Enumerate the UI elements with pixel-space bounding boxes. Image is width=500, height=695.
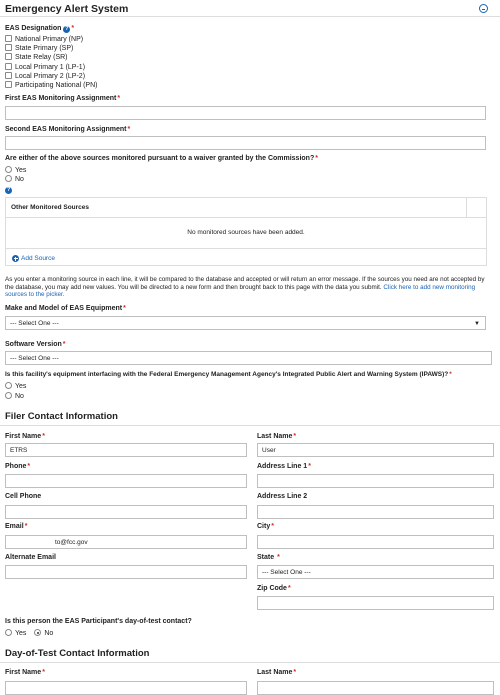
sources-header: Other Monitored Sources <box>11 204 90 211</box>
required-mark: * <box>293 433 297 440</box>
dot-first-name-input[interactable] <box>5 681 247 695</box>
address1-label <box>257 463 311 470</box>
checkbox-sr[interactable] <box>5 53 68 62</box>
first-assignment-input[interactable] <box>5 106 486 120</box>
first-name-input[interactable]: ETRS <box>5 443 247 457</box>
option-label: Local Primary 1 (LP-1) <box>15 64 86 71</box>
radio-icon[interactable] <box>5 629 12 636</box>
state-text: State <box>257 554 275 561</box>
state-select[interactable] <box>257 565 494 579</box>
dropdown-caret-icon: ▼ <box>474 321 480 327</box>
add-sources-link[interactable]: Click here to add new monitoring sources to the picker. <box>5 283 476 299</box>
phone-label <box>5 463 30 470</box>
day-contact-radios <box>5 629 53 637</box>
option-label: State Primary (SP) <box>15 45 74 52</box>
dot-last-name-label <box>257 669 296 676</box>
last-name-input[interactable]: User <box>257 443 494 457</box>
waiver-text: Are either of the above sources monitored pursuant to a waiver granted by the Commission? <box>5 155 315 162</box>
software-text: Software Version <box>5 341 62 348</box>
radio-icon[interactable] <box>5 175 12 182</box>
required-mark: * <box>127 126 131 133</box>
radio-label: Yes <box>15 167 27 174</box>
radio-icon[interactable] <box>5 382 12 389</box>
section-title: Emergency Alert System <box>5 3 129 15</box>
phone-input[interactable] <box>5 474 247 488</box>
required-mark: * <box>71 25 75 32</box>
dot-last-name-text: Last Name <box>257 669 293 676</box>
dot-first-name-text: First Name <box>5 669 42 676</box>
ipaws-label <box>5 371 452 378</box>
panel-divider <box>6 248 486 249</box>
alt-email-input[interactable] <box>5 565 247 579</box>
divider <box>0 16 500 17</box>
radio-label: No <box>15 176 24 183</box>
alt-email-label: Alternate Email <box>5 554 56 561</box>
required-mark: * <box>42 433 45 440</box>
option-label: National Primary (NP) <box>15 36 84 43</box>
city-text: City <box>257 523 271 530</box>
checkbox-icon[interactable] <box>5 63 12 70</box>
required-mark: * <box>24 523 28 530</box>
second-assignment-text: Second EAS Monitoring Assignment <box>5 126 127 133</box>
radio-icon[interactable] <box>5 166 12 173</box>
state-label <box>257 554 280 561</box>
option-label: Participating National (PN) <box>15 82 98 89</box>
cell-phone-input[interactable] <box>5 505 247 519</box>
state-value: --- Select One --- <box>262 569 311 576</box>
ipaws-yes-radio[interactable] <box>5 382 26 391</box>
waiver-label <box>5 155 318 162</box>
eas-designation-label <box>5 25 74 33</box>
minus-circle-icon[interactable] <box>479 4 488 13</box>
help-icon[interactable]: ? <box>65 26 69 32</box>
day-contact-yes-radio[interactable] <box>5 630 26 637</box>
sources-panel-header <box>6 198 486 218</box>
checkbox-sp[interactable] <box>5 44 73 53</box>
checkbox-icon[interactable] <box>5 35 12 42</box>
phone-text: Phone <box>5 463 27 470</box>
equipment-text: Make and Model of EAS Equipment <box>5 305 123 312</box>
required-mark: * <box>449 371 452 378</box>
day-contact-no-radio[interactable] <box>34 630 53 637</box>
checkbox-icon[interactable] <box>5 53 12 60</box>
zip-label <box>257 585 291 592</box>
column-divider <box>466 198 467 218</box>
required-mark: * <box>42 669 45 676</box>
first-assignment-text: First EAS Monitoring Assignment <box>5 95 117 102</box>
help-icon[interactable]: ? <box>6 187 11 193</box>
second-assignment-label <box>5 126 130 133</box>
software-select[interactable] <box>5 351 492 365</box>
equipment-value: --- Select One --- <box>10 320 59 327</box>
checkbox-np[interactable] <box>5 35 83 44</box>
equipment-label <box>5 305 126 312</box>
divider <box>0 662 500 663</box>
required-mark: * <box>123 305 126 312</box>
required-mark: * <box>117 95 121 102</box>
first-name-label <box>5 433 45 440</box>
required-mark: * <box>315 155 318 162</box>
zip-text: Zip Code <box>257 585 287 592</box>
address2-input[interactable] <box>257 505 494 519</box>
sources-panel <box>5 197 487 266</box>
ipaws-no-radio[interactable] <box>5 392 24 401</box>
add-source-label: Add Source <box>21 255 55 262</box>
checkbox-icon[interactable] <box>5 72 12 79</box>
required-mark: * <box>27 463 31 470</box>
last-name-label <box>257 433 296 440</box>
second-assignment-input[interactable] <box>5 136 486 150</box>
address1-input[interactable] <box>257 474 494 488</box>
required-mark: * <box>62 341 66 348</box>
checkbox-pn[interactable] <box>5 81 97 90</box>
required-mark: * <box>293 669 297 676</box>
required-mark: * <box>275 554 280 561</box>
equipment-select[interactable] <box>5 316 486 330</box>
eas-designation-text: EAS Designation <box>5 25 62 32</box>
dot-title: Day-of-Test Contact Information <box>5 648 150 659</box>
divider <box>0 425 500 426</box>
software-value: --- Select One --- <box>10 355 59 362</box>
checkbox-lp2[interactable] <box>5 72 85 81</box>
waiver-help[interactable] <box>5 186 12 194</box>
email-input[interactable]: to@fcc.gov <box>5 535 247 549</box>
radio-icon[interactable] <box>5 392 12 399</box>
radio-selected-icon[interactable] <box>34 629 41 636</box>
zip-input[interactable] <box>257 596 494 610</box>
required-mark: * <box>271 523 274 530</box>
filer-title: Filer Contact Information <box>5 411 118 422</box>
required-mark: * <box>308 463 311 470</box>
first-assignment-label <box>5 95 120 102</box>
email-label <box>5 523 27 530</box>
info-text: As you enter a monitoring source in each line, it will be compared to the database and accepted or will return an error message. If the sources you need are not accepted by the database, you may add new values. You will be directed to a new form and then brought back to this page with the data you submit. <box>5 276 485 291</box>
address1-text: Address Line 1 <box>257 463 308 470</box>
email-text: Email <box>5 523 24 530</box>
city-label <box>257 523 274 530</box>
required-mark: * <box>287 585 291 592</box>
first-name-text: First Name <box>5 433 42 440</box>
waiver-yes-radio[interactable] <box>5 166 26 175</box>
last-name-text: Last Name <box>257 433 293 440</box>
info-paragraph <box>5 276 493 299</box>
cell-phone-label: Cell Phone <box>5 493 42 500</box>
radio-label: No <box>15 393 24 400</box>
plus-circle-icon <box>12 255 19 262</box>
option-label: Local Primary 2 (LP-2) <box>15 73 86 80</box>
add-source-button[interactable] <box>12 255 55 262</box>
city-input[interactable] <box>257 535 494 549</box>
option-label: State Relay (SR) <box>15 54 68 61</box>
radio-label: Yes <box>15 630 27 637</box>
dot-last-name-input[interactable] <box>257 681 494 695</box>
waiver-no-radio[interactable] <box>5 175 24 184</box>
sources-empty: No monitored sources have been added. <box>187 229 305 236</box>
address2-label: Address Line 2 <box>257 493 308 500</box>
ipaws-text: Is this facility's equipment interfacing with the Federal Emergency Management Agency's Integrated Public Alert and Warning System (IPAWS)? <box>5 371 449 378</box>
radio-label: No <box>44 630 54 637</box>
checkbox-lp1[interactable] <box>5 63 85 72</box>
checkbox-icon[interactable] <box>5 44 12 51</box>
day-contact-label: Is this person the EAS Participant's day-of-test contact? <box>5 618 192 625</box>
radio-label: Yes <box>15 383 27 390</box>
checkbox-icon[interactable] <box>5 81 12 88</box>
dot-first-name-label <box>5 669 45 676</box>
software-label <box>5 341 66 348</box>
